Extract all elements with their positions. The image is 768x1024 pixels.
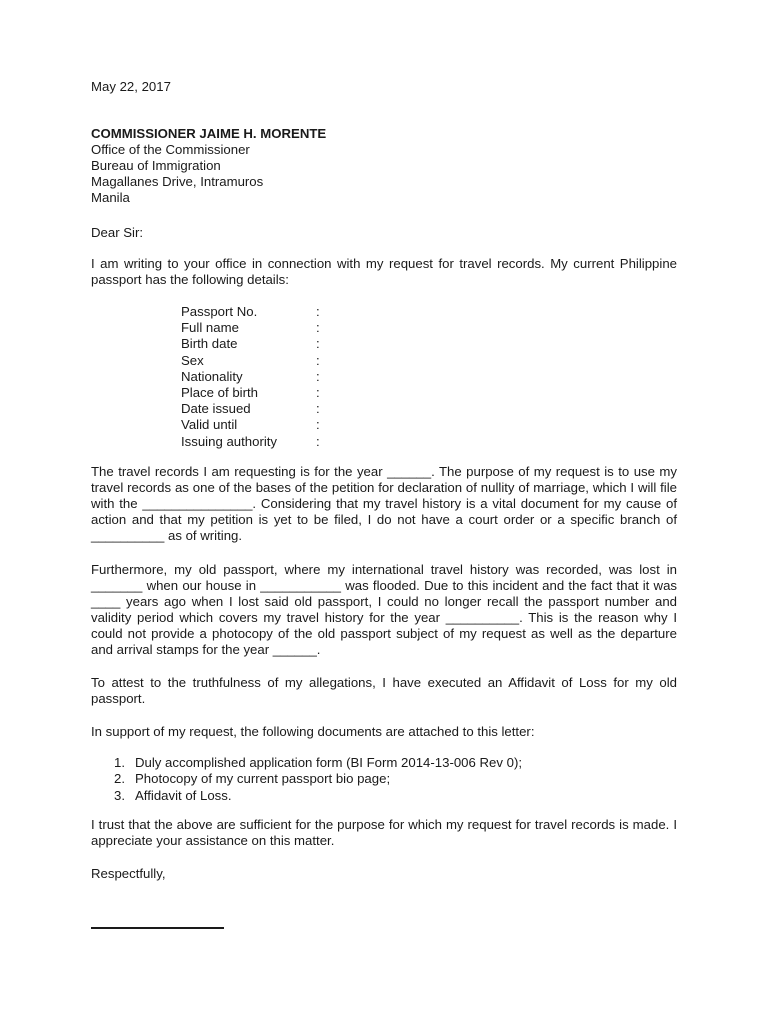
passport-field [181,369,326,385]
recipient-line: Bureau of Immigration [91,158,221,173]
field-label: Full name [181,320,239,336]
field-colon: : [316,433,320,449]
field-colon: : [316,336,320,352]
signature-line [91,927,224,929]
field-colon: : [316,401,320,417]
recipient-line: Office of the Commissioner [91,142,250,157]
attachments-list [91,755,522,804]
purpose-paragraph: The travel records I am requesting is for the year ______. The purpose of my request is to use my travel records as one of the bases of the petition for declaration of nullity of marriage, which I will file with the _______________. Considering that my travel history is a vital document for my cause of action and that my petition is yet to be filed, I do not have a court order or a specific branch of __________ as of writing. [91,464,677,543]
recipient-line: Magallanes Drive, Intramuros [91,174,264,189]
field-label: Place of birth [181,384,258,400]
list-text: Duly accomplished application form (BI Form 2014-13-006 Rev 0); [135,755,523,770]
list-number: 2. [114,771,125,787]
intro-paragraph: I am writing to your office in connection with my request for travel records. My current Philippine passport has the following details: [91,256,677,287]
field-colon: : [316,384,320,400]
field-label: Sex [181,352,204,368]
list-item [91,788,522,804]
support-paragraph: In support of my request, the following documents are attached to this letter: [91,724,535,739]
list-text: Photocopy of my current passport bio page; [135,771,391,787]
affidavit-paragraph: To attest to the truthfulness of my allegations, I have executed an Affidavit of Loss for my old passport. [91,675,677,706]
field-label: Birth date [181,336,238,352]
field-label: Passport No. [181,304,258,319]
loss-paragraph: Furthermore, my old passport, where my international travel history was recorded, was lost in _______ when our house in ___________ was flooded. Due to this incident and the fact that it was ____ years ago when I lost said old passport, I could no longer recall the passport number and validity period which covers my travel history for the year __________. This is the reason why I could not provide a photocopy of the old passport subject of my request as well as the departure and arrival stamps for the year ______. [91,562,677,657]
recipient-address [91,126,677,206]
field-label: Valid until [181,417,238,433]
recipient-line: Manila [91,190,130,205]
passport-field [181,353,326,369]
list-item [91,771,522,787]
list-item [91,755,522,771]
field-label: Issuing authority [181,433,278,449]
field-label: Date issued [181,401,251,417]
field-colon: : [316,352,320,368]
passport-field [181,304,326,320]
salutation: Dear Sir: [91,225,144,240]
passport-field [181,320,326,336]
field-colon: : [316,320,320,336]
passport-field [181,417,326,433]
closing-paragraph: I trust that the above are sufficient for the purpose for which my request for travel records is made. I appreciate your assistance on this matter. [91,817,677,848]
list-text: Affidavit of Loss. [135,787,232,803]
field-colon: : [316,304,320,319]
field-label: Nationality [181,368,243,384]
field-colon: : [316,417,320,433]
passport-field [181,401,326,417]
passport-field [181,434,326,450]
passport-field [181,385,326,401]
list-number: 1. [114,755,125,770]
field-colon: : [316,368,320,384]
passport-field [181,336,326,352]
complimentary-close: Respectfully, [91,866,166,881]
list-number: 3. [114,787,125,803]
passport-details [181,304,326,450]
recipient-name: COMMISSIONER JAIME H. MORENTE [91,126,327,141]
letter-date: May 22, 2017 [91,79,171,94]
